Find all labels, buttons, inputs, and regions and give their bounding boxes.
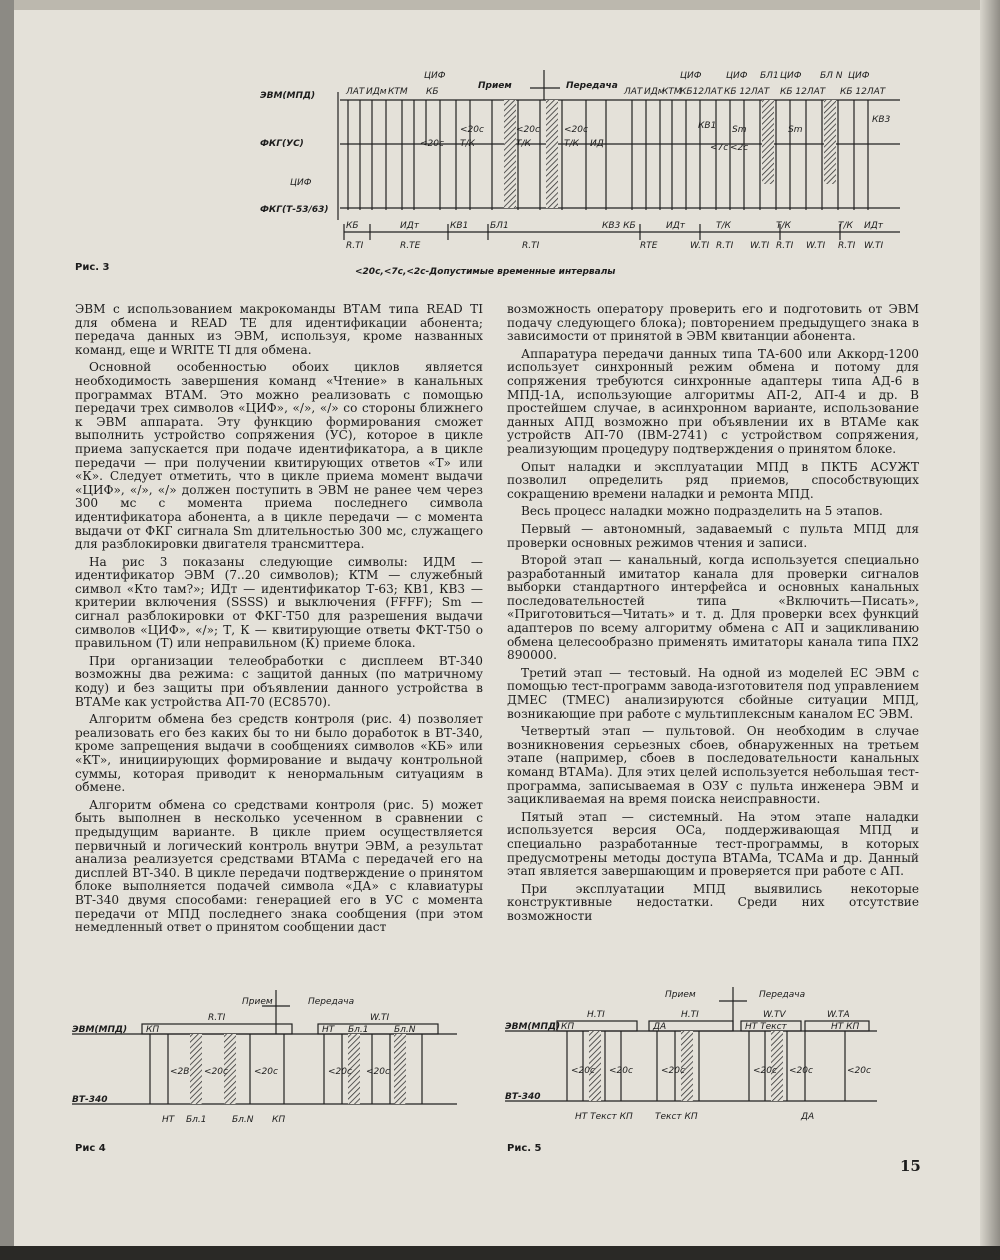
right-paragraph-7: Третий этап — тестовый. На одной из моделей ЕС ЭВМ с помощью тест-программ завода-изготовителя под управлением ДМЕС (ТМЕС) анализируются сбойные ситуации МПД, возникающие при работе с мультиплексным каналом ЕС ЭВМ. <box>507 665 919 721</box>
fig4-label-rti: R.TI <box>208 1013 226 1023</box>
fig3-marker-kv3: КВ3 <box>872 115 891 125</box>
left-paragraph-3: На рис 3 показаны следующие символы: ИДМ — идентификатор ЭВМ (7..20 символов); КТМ — служебный символ «Кто там?»; ИДт — идентификатор Т-63; КВ1, КВ3 — критерии включения (SSSS) и выключения (FFFF); Sm — сигнал разблокировки от ФКГ-Т50 для разрешения выдачи символов «ЦИФ», «/»; Т, К — квитирующие ответы ФКТ-Т50 о правильном (Т) или неправильном (К) приеме блока. <box>75 554 483 651</box>
fig4-header-priem: Прием <box>242 997 273 1007</box>
fig3-op-rti: R.TI <box>346 241 364 251</box>
fig3-bottom-kb: КБ <box>346 221 359 231</box>
fig5-int-3: <20с <box>661 1066 685 1076</box>
fig3-label-idm: ИДм <box>366 87 387 97</box>
fig5-bottom-text-kp: Текст КП <box>655 1112 698 1122</box>
fig4-int-2: <20с <box>204 1067 228 1077</box>
fig3-int-id: ИД <box>590 139 604 149</box>
left-paragraph-5: Алгоритм обмена без средств контроля (рис. 4) позволяет реализовать его без каких бы то ни было доработок в ВТ-340, кроме запрещения выдачи в сообщениях символов «КБ» или «КТ», инициирующих формирование и выдачу контрольной суммы, которая приводит к ненормальным ситуациям в обмене. <box>75 712 483 795</box>
fig3-bottom-kv3kb: КВ3 КБ <box>602 221 636 231</box>
fig4-row-vt340: ВТ-340 <box>72 1095 108 1105</box>
fig3-label-cif4: ЦИФ <box>780 71 802 81</box>
fig3-bottom-tk3: Т/К <box>838 221 853 231</box>
fig3-int-20c-3: <20с <box>516 125 540 135</box>
fig5-row-vt340: ВТ-340 <box>505 1092 541 1102</box>
fig3-bottom-tk2: Т/К <box>776 221 791 231</box>
left-paragraph-2: Основной особенностью обоих циклов является необходимость завершения команд «Чтение» в канальных программах ВТАМ. Это можно реализовать с помощью передачи трех символов «ЦИФ», «/», «/» со стороны ближнего к ЭВМ аппарата. Эту функцию формирования сможет выполнить устройство сопряжения (УС), которое в цикле приема запускается при подаче идентификатора, а в цикле передачи — при получении квитирующих ответов «Т» или «К». Следует отметить, что в цикле приема момент выдачи «ЦИФ», «/», «/» должен поступить в ЭВМ не ранее чем через 300 мс с момента приема последнего символа идентификатора абонента, а в цикле передачи — с момента выдачи от ФКГ сигнала Sm длительностью 300 мс, служащего для разблокировки двигателя трансмиттера. <box>75 360 483 552</box>
fig3-int-tk-2: Т/К <box>516 139 531 149</box>
fig4-bottom-bln: Бл.N <box>232 1115 254 1125</box>
fig3-op-rti2: R.TI <box>522 241 540 251</box>
fig5-header-priem: Прием <box>665 990 696 1000</box>
fig3-marker-kv1: КВ1 <box>698 121 717 131</box>
fig3-label-idm2: ИДм <box>644 87 665 97</box>
fig4-int-4: <20с <box>328 1067 352 1077</box>
fig3-label-peredacha: Передача <box>566 81 618 91</box>
fig3-op-rte2: RTE <box>640 241 658 251</box>
fig3-int-20c-1: <20с <box>420 139 444 149</box>
fig3-int-20c-4: <20с <box>564 125 588 135</box>
fig5-int-6: <20с <box>847 1066 871 1076</box>
fig3-bottom-idt2: ИДт <box>666 221 686 231</box>
fig4-label-bln: Бл.N <box>394 1025 416 1035</box>
fig5-label-nti-2: Н.ТI <box>681 1010 699 1020</box>
fig3-note: <20с,<7с,<2с-Допустимые временные интервалы <box>355 267 616 277</box>
fig3-label-cif5: ЦИФ <box>848 71 870 81</box>
fig4-int-3: <20с <box>254 1067 278 1077</box>
fig3-block-hatch-1 <box>504 100 516 208</box>
fig4-header-peredacha: Передача <box>308 997 355 1007</box>
fig5-int-5: <20с <box>789 1066 813 1076</box>
fig5-label-wtv: W.ТV <box>763 1010 786 1020</box>
right-paragraph-10: При эксплуатации МПД выявились некоторые конструктивные недостатки. Среди них отсутствие возможности <box>507 881 919 923</box>
fig3-label-ktm: КТМ <box>388 87 408 97</box>
fig3-label-cif3: ЦИФ <box>726 71 748 81</box>
fig5-bottom-nt-text-kp: НТ Текст КП <box>575 1112 633 1122</box>
fig3-int-tk-1: Т/К <box>460 139 475 149</box>
scan-edge-top <box>0 0 1000 10</box>
figure-3-timing-diagram <box>260 60 900 275</box>
fig5-int-4: <20с <box>753 1066 777 1076</box>
fig3-left-rail-label: ЦИФ <box>290 178 312 188</box>
fig3-block-hatch-2 <box>546 100 558 208</box>
fig4-int-5: <20с <box>366 1067 390 1077</box>
fig3-label-cif: ЦИФ <box>424 71 446 81</box>
fig5-row-evm: ЭВМ(МПД) <box>505 1022 561 1032</box>
figure-3-caption: Рис. 3 <box>75 262 110 273</box>
scan-edge-bottom <box>0 1246 1000 1260</box>
fig3-op-rti5: R.TI <box>838 241 856 251</box>
figure-4-caption: Рис 4 <box>75 1143 106 1154</box>
fig3-int-tk-3: Т/К <box>564 139 579 149</box>
fig3-int-7c: <7с <box>710 143 729 153</box>
fig5-int-2: <20с <box>609 1066 633 1076</box>
fig3-bottom-tk1: Т/К <box>716 221 731 231</box>
left-paragraph-4: При организации телеобработки с дисплеем ВТ-340 возможны два режима: с защитой данных (по матричному коду) и без защиты при объявлении данного устройства в ВТАМе как устройства АП-70 (ЕС8570). <box>75 653 483 709</box>
fig3-bottom-idt3: ИДт <box>864 221 884 231</box>
fig3-label-kb12lat: КБ12ЛАТ <box>680 87 723 97</box>
fig4-label-nt: НТ <box>322 1025 335 1035</box>
fig5-label-kp: КП <box>561 1022 575 1032</box>
fig3-row-fkg-t53: ФКГ(Т-53/63) <box>260 205 329 215</box>
fig3-label-bl1: БЛ1 <box>760 71 779 81</box>
right-paragraph-1: возможность оператору проверить его и подготовить от ЭВМ подачу следующего блока); повторением предыдущего знака в зависимости от принятой в ЭВМ квитанции абонента. <box>507 302 919 344</box>
fig3-label-lat: ЛАТ <box>346 87 365 97</box>
fig4-bottom-bl1: Бл.1 <box>186 1115 207 1125</box>
fig4-label-wti: W.TI <box>370 1013 390 1023</box>
fig3-block-hatch-3 <box>762 100 774 184</box>
fig5-label-nt-text: НТ Текст <box>745 1022 787 1032</box>
fig3-op-wti4: W.TI <box>864 241 884 251</box>
fig4-hatch-4 <box>394 1034 406 1104</box>
fig3-label-kb12lat4: КБ 12ЛАТ <box>840 87 886 97</box>
fig5-label-da: ДА <box>653 1022 667 1032</box>
fig3-op-wti2: W.TI <box>750 241 770 251</box>
fig4-bottom-kp: КП <box>272 1115 286 1125</box>
right-paragraph-6: Второй этап — канальный, когда используется специально разработанный имитатор канала для проверки сигналов выборки стандартного интерфейса и основных канальных последовательностей типа «Включить—Писать», «Приготовиться—Читать» и т. д. Для проверки всех функций адаптеров по всему алгоритму обмена с АП и зацикливанию обмена целесообразно применять имитаторы канала типа ПХ2 890000. <box>507 553 919 663</box>
text-column-right <box>507 303 919 928</box>
fig3-bottom-idt: ИДт <box>400 221 420 231</box>
fig3-label-cif2: ЦИФ <box>680 71 702 81</box>
fig3-int-2c: <2с <box>730 143 749 153</box>
fig4-row-evm: ЭВМ(МПД) <box>72 1025 128 1035</box>
fig4-int-1: <2В <box>170 1067 190 1077</box>
text-column-left <box>75 303 483 939</box>
right-paragraph-5: Первый — автономный, задаваемый с пульта МПД для проверки основных режимов чтения и записи. <box>507 521 919 550</box>
fig3-label-lat2: ЛАТ <box>624 87 643 97</box>
figure-4-diagram <box>72 990 472 1130</box>
fig3-label-priem: Прием <box>478 81 512 91</box>
right-paragraph-8: Четвертый этап — пультовой. Он необходим в случае возникновения серьезных сбоев, обнаруженных на третьем этапе (например, сбоев в последовательности канальных команд ВТАМа). Для этих целей используется небольшая тест-программа, записываемая в ОЗУ с пульта инженера ЭВМ и зацикливаемая на время поиска неисправности. <box>507 724 919 807</box>
fig3-block-hatch-4 <box>824 100 836 184</box>
fig3-int-20c-2: <20с <box>460 125 484 135</box>
figure-5-caption: Рис. 5 <box>507 1143 542 1154</box>
fig3-op-wti3: W.TI <box>806 241 826 251</box>
fig4-hatch-1 <box>190 1034 202 1104</box>
right-paragraph-9: Пятый этап — системный. На этом этапе наладки используется версия ОСа, поддерживающая МПД и специально разработанные тест-программы, в которых предусмотрены методы доступа ВТАМа, ТСАМа и др. Данный этап является завершающим и проверяется при работе с АП. <box>507 809 919 879</box>
left-paragraph-1: ЭВМ с использованием макрокоманды ВТАМ типа READ TI для обмена и READ TE для идентификации абонента; передача данных из ЭВМ, используя, кроме названных команд, еще и WRITE TI для обмена. <box>75 302 483 357</box>
fig3-op-rti4: R.TI <box>776 241 794 251</box>
fig3-op-rte: R.TE <box>400 241 421 251</box>
fig3-row-fkg-us: ФКГ(УС) <box>260 139 304 149</box>
fig3-op-rti3: R.TI <box>716 241 734 251</box>
fig3-op-wti: W.TI <box>690 241 710 251</box>
right-paragraph-4: Весь процесс наладки можно подразделить на 5 этапов. <box>521 504 883 519</box>
fig3-label-kb: КБ <box>426 87 439 97</box>
fig3-label-bln: БЛ N <box>820 71 843 81</box>
fig3-marker-sm2: Sm <box>788 125 803 135</box>
fig4-label-bl1: Бл.1 <box>348 1025 369 1035</box>
fig3-label-kb12lat2: КБ 12ЛАТ <box>724 87 770 97</box>
scan-edge-right <box>980 0 1000 1260</box>
right-paragraph-2: Аппаратура передачи данных типа ТА-600 или Аккорд-1200 использует синхронный режим обмена и потому для сопряжения требуются синхронные адаптеры типа АД-6 в МПД-1А, использующие алгоритмы АП-2, АП-4 и др. В простейшем случае, в асинхронном варианте, использование данных АПД возможно при объявлении их в ВТАМе как устройств АП-70 (IBM-2741) с устройством сопряжения, реализующим процедуру подтверждения о принятом блоке. <box>507 346 919 456</box>
fig5-int-1: <20с <box>571 1066 595 1076</box>
fig4-label-kp: КП <box>146 1025 160 1035</box>
scan-edge-left <box>0 0 14 1260</box>
figure-5-diagram <box>505 983 905 1128</box>
fig5-label-wta: W.ТА <box>827 1010 850 1020</box>
fig3-row-evm: ЭВМ(МПД) <box>260 91 316 101</box>
fig3-label-ktm2: КТМ <box>662 87 682 97</box>
left-paragraph-6: Алгоритм обмена со средствами контроля (рис. 5) может быть выполнен в несколько усеченном в сравнении с предыдущим варианте. В цикле прием осуществляется первичный и логический контроль внутри ЭВМ, а результат анализа реализуется средствами ВТАМа с передачей его на дисплей ВТ-340. В цикле передачи подтверждение о принятом блоке выполняется подачей символа «ДА» с клавиатуры ВТ-340 двумя способами: генерацией его в УС с момента передачи от МПД последнего знака сообщения (при этом немедленный ответ о принятом сообщении даст <box>75 797 483 935</box>
fig3-label-kb12lat3: КБ 12ЛАТ <box>780 87 826 97</box>
fig5-header-peredacha: Передача <box>759 990 806 1000</box>
fig3-marker-sm1: Sm <box>732 125 747 135</box>
fig5-label-nt-kp: НТ КП <box>831 1022 860 1032</box>
page-number: 15 <box>900 1157 921 1175</box>
fig3-bottom-bl1: БЛ1 <box>490 221 509 231</box>
fig5-label-nti-1: Н.ТI <box>587 1010 605 1020</box>
fig4-bottom-nt: НТ <box>162 1115 175 1125</box>
fig3-bottom-kv1: КВ1 <box>450 221 469 231</box>
fig5-bottom-da: ДА <box>801 1112 815 1122</box>
right-paragraph-3: Опыт наладки и эксплуатации МПД в ПКТБ АСУЖТ позволил определить ряд приемов, способствующих сокращению времени наладки и ремонта МПД. <box>507 459 919 501</box>
